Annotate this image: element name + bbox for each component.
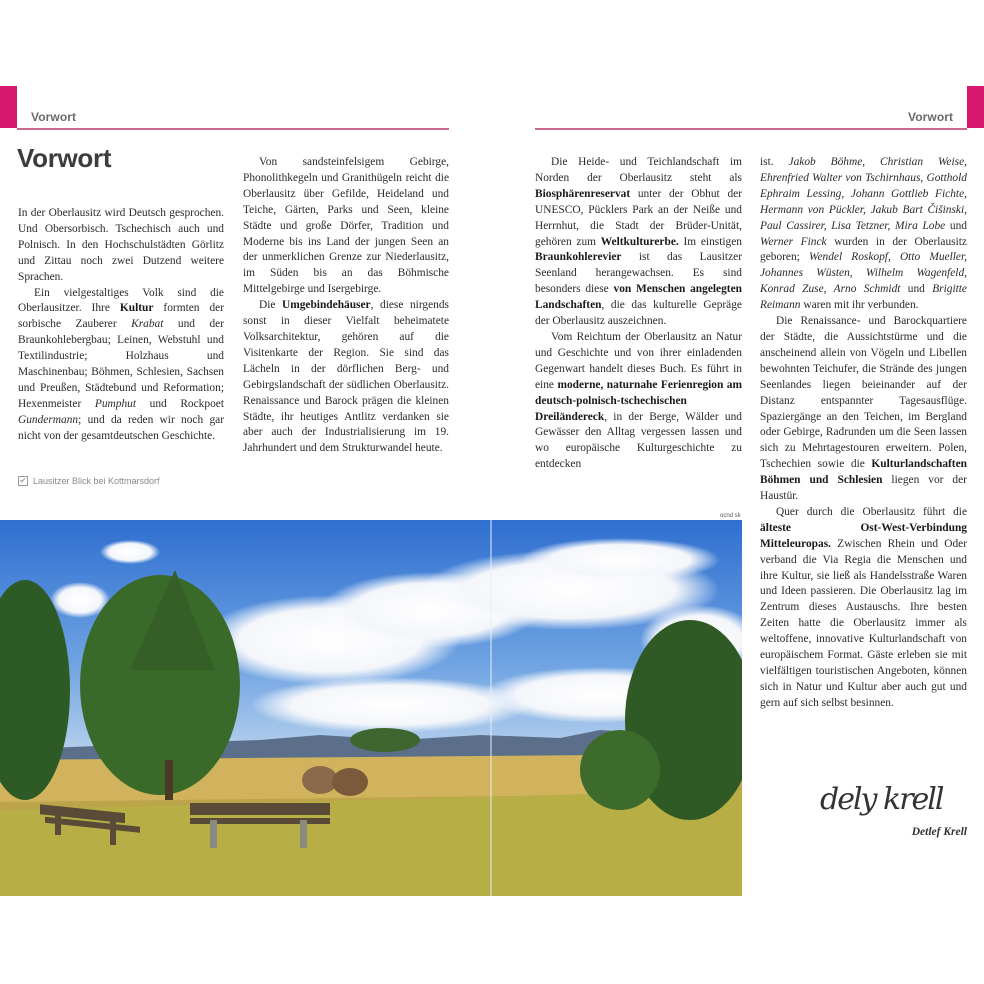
photo-credit: ocnd sk: [720, 513, 741, 519]
caption-text: Lausitzer Blick bei Kottmarsdorf: [33, 476, 160, 486]
landscape-photo: [0, 520, 742, 896]
paragraph: In der Oberlausitz wird Deutsch gesprochen. Und Obersorbisch. Tschechisch auch und Polnisch. In den Hochschulstädten Görlitz und Zittau noch zwei Dutzend weitere Sprachen.: [18, 207, 224, 283]
running-head-right: Vorwort: [908, 110, 954, 124]
paragraph: Die Umgebindehäuser, diese nirgends sonst in dieser Vielfalt beheimatete Volksarchitektur, gehören auf die Visitenkarte der Region. Sie sind das Lächeln in der dörflichen Berg- und Gebirgslandschaft der südlichen Oberlausitz. Renaissance und Barock prägen die kleinen Städte, ihr heutiges Antlitz verdanken sie aber auch der Industrialisierung im 19. Jahrhundert und dem Strukturwandel heute.: [243, 299, 449, 455]
header-rule-left: [17, 128, 449, 130]
text-column-3: [535, 155, 742, 473]
chapter-tab-right: [967, 86, 984, 128]
handwritten-signature: dely krell: [820, 782, 943, 817]
paragraph: Quer durch die Oberlausitz führt die älteste Ost-West-Verbindung Mitteleuropas. Zwischen Rhein und Oder verband die Via Regia die Menschen und ihre Kultur, sie ließ als Handelsstraße Waren und Ideen passieren. Die Oberlausitz lag im Zentrum dieses Austauschs. Ihre besten Zeiten hatte die Oberlausitz immer als weltoffene, innovative Kulturlandschaft von europäischem Format. Gäste erleben sie mit vielfältigen touristischen Angeboten, können sich in Natur und Kultur aber auch gut und gern auf sich selbst besinnen.: [760, 505, 967, 709]
running-head-left: Vorwort: [31, 110, 77, 124]
paragraph: Die Renaissance- und Barockquartiere der Städte, die Aussichtstürme und die anscheinend allein von Vögeln und Libellen bewohnten Teichufer, die Strände des jungen Seenlandes liegen beieinander auf der Distanz entspannter Tagesausflüge. Spaziergänge an den Teichen, im Bergland oder Gebirge, Radrunden um die Seen lassen sich zu Mehrtagestouren erweitern. Polen, Tschechien sowie die Kulturlandschaften Böhmen und Schlesien liegen vor der Haustür.: [760, 315, 967, 503]
paragraph: Die Heide- und Teichlandschaft im Norden der Oberlausitz steht als Biosphärenreservat unter der Obhut der UNESCO, Pücklers Park an der Neiße und Herrnhut, die Stadt der Brüder-Unität, gehören zum Weltkulturerbe. Im einstigen Braunkohlerevier ist das Lausitzer Seenland herangewachsen. Es sind besonders diese von Menschen angelegten Landschaften, die das kulturelle Gepräge der Oberlausitz auszeichnen.: [535, 156, 742, 328]
paragraph: Vom Reichtum der Oberlausitz an Natur und Geschichte und von ihrer einladenden Gegenwart handelt dieses Buch. Es führt in eine moderne, naturnahe Ferienregion am deutsch-polnisch-tschechischen Dreiländereck, in der Berge, Wälder und Gewässer den Alltag vergessen lassen und wo europäische Kulturgeschichte zu entdecken: [535, 330, 742, 471]
photo-caption: [18, 476, 160, 486]
paragraph: Von sandsteinfelsigem Gebirge, Phonolithkegeln und Granithügeln reicht die Oberlausitz über Gefilde, Heideland und Teiche, Gärten, Parks und Seen, kleine Städte und große Dörfer, Tradition und Moderne bis ins Land der jungen Seen an der unmerklichen Grenze zur Niederlausitz, im Süden bis an das Böhmische Mittelgebirge und Isergebirge.: [243, 156, 449, 296]
paragraph: ist. Jakob Böhme, Christian Weise, Ehrenfried Walter von Tschirnhaus, Gotthold Ephraim Lessing, Johann Gottlieb Fichte, Hermann von Pückler, Jakub Bart Čišinski, Paul Cassirer, Lisa Tetzner, Mira Lobe und Werner Finck wurden in der Oberlausitz geboren; Wendel Roskopf, Otto Mueller, Johannes Wüsten, Wilhelm Wagenfeld, Konrad Zuse, Arno Schmidt und Brigitte Reimann waren mit ihr verbunden.: [760, 156, 968, 312]
text-column-2: [243, 155, 449, 457]
author-name: Detlef Krell: [911, 826, 967, 838]
page-title: Vorwort: [17, 143, 112, 173]
header-rule-right: [535, 128, 967, 130]
paragraph: Ein vielgestaltiges Volk sind die Oberlausitzer. Ihre Kultur formten der sorbische Zauberer Krabat und der Braunkohlebergbau; Leinen, Webstuhl und Textilindustrie; Holzhaus und Maschinenbau; Böhmen, Schlesien, Sachsen und Preußen, Städtebund und Reformation; Hexenmeister Pumphut und Rockpoet Gundermann; und da reden wir noch gar nicht von der gesamtdeutschen Geschichte.: [18, 286, 225, 442]
chapter-tab-left: [0, 86, 17, 128]
text-column-4: [760, 155, 967, 712]
text-column-1: [18, 206, 224, 445]
down-arrow-box-icon: [18, 476, 28, 486]
